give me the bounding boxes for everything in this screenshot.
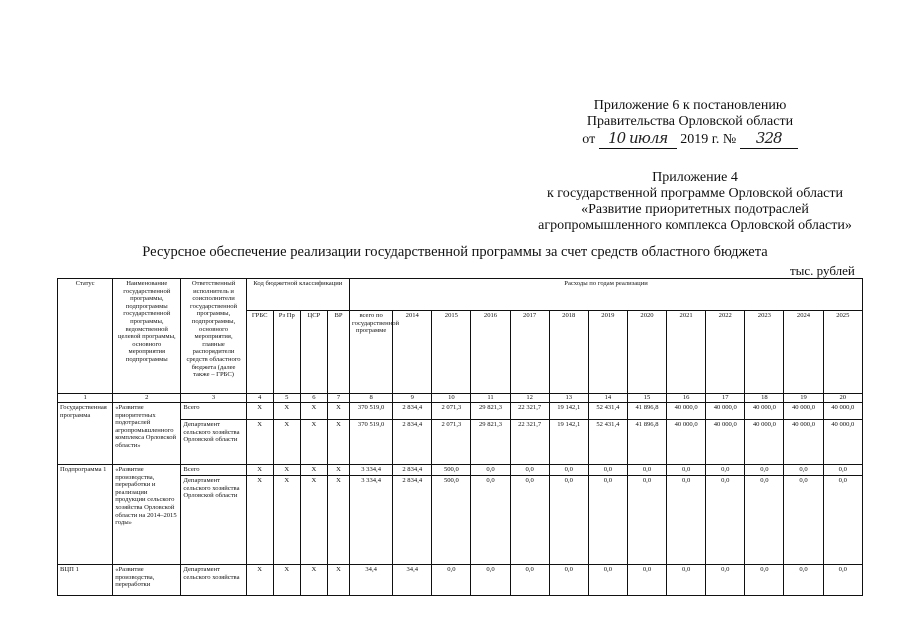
column-index-11: 11 (471, 394, 510, 403)
row-value-cell: 40 000,0 (706, 403, 745, 420)
head-csr: ЦСР (300, 311, 327, 394)
row-value-cell: 19 142,1 (549, 403, 588, 420)
row-value-cell: 41 896,8 (627, 420, 666, 465)
row-value-cell: 0,0 (667, 476, 706, 565)
row-value-cell: 0,0 (706, 476, 745, 565)
row-value-cell: 40 000,0 (706, 420, 745, 465)
head-year-2020: 2020 (627, 311, 666, 394)
row-value-cell: 500,0 (432, 465, 471, 476)
year-text: 2019 г. № (680, 132, 737, 147)
column-index-7: 7 (327, 394, 349, 403)
head-executor: Ответственный исполнитель и соисполнители государственной программы, подпрограммы, основного мероприятия, главные распорядители средств областного бюджета (далее также – ГРБС) (181, 279, 246, 394)
row-code-cell: X (300, 403, 327, 420)
row-value-cell: 0,0 (745, 565, 784, 596)
row-status: Подпрограмма 1 (58, 465, 113, 565)
row-value-cell: 0,0 (510, 465, 549, 476)
row-value-cell: 0,0 (823, 476, 862, 565)
row-code-cell: X (300, 465, 327, 476)
appendix-6-line2: Правительства Орловской области (586, 114, 794, 129)
row-value-cell: 0,0 (549, 565, 588, 596)
appendix-4-line2: к государственной программе Орловской области (547, 186, 843, 201)
row-value-cell: 41 896,8 (627, 403, 666, 420)
row-value-cell: 52 431,4 (588, 403, 627, 420)
row-name: «Развитие производства, переработки и реализации продукции сельского хозяйства Орловской области на 2014–2015 годы» (113, 465, 181, 565)
row-value-cell: 3 334,4 (350, 465, 393, 476)
row-code-cell: X (300, 476, 327, 565)
head-year-2023: 2023 (745, 311, 784, 394)
column-index-1: 1 (58, 394, 113, 403)
table-row (58, 465, 863, 476)
head-code-group: Код бюджетной классификации (246, 279, 349, 311)
row-value-cell: 52 431,4 (588, 420, 627, 465)
row-code-cell: X (327, 403, 349, 420)
column-index-13: 13 (549, 394, 588, 403)
row-code-cell: X (327, 476, 349, 565)
row-value-cell: 34,4 (393, 565, 432, 596)
appendix-4-line1: Приложение 4 (652, 170, 738, 185)
appendix-4-line4: агропромышленного комплекса Орловской области» (538, 218, 852, 233)
handwritten-date-text: 10 июля (608, 129, 668, 147)
appendix-6-header (560, 98, 820, 149)
head-status: Статус (58, 279, 113, 394)
row-value-cell: 0,0 (823, 565, 862, 596)
row-value-cell: 0,0 (471, 476, 510, 565)
head-year-2018: 2018 (549, 311, 588, 394)
column-index-10: 10 (432, 394, 471, 403)
appendix-4-header (510, 170, 880, 234)
row-value-cell: 0,0 (745, 476, 784, 565)
column-index-17: 17 (706, 394, 745, 403)
row-value-cell: 0,0 (627, 476, 666, 565)
row-value-cell: 40 000,0 (823, 420, 862, 465)
row-code-cell: X (273, 403, 300, 420)
head-name: Наименование государственной программы, подпрограммы государственной программы, ведомственной целевой программы, основного мероприятия подпрограммы (113, 279, 181, 394)
row-value-cell: 0,0 (549, 465, 588, 476)
row-value-cell: 2 071,3 (432, 420, 471, 465)
column-index-19: 19 (784, 394, 823, 403)
appendix-4-line3: «Развитие приоритетных подотраслей (581, 202, 809, 217)
column-index-16: 16 (667, 394, 706, 403)
row-value-cell: 0,0 (745, 465, 784, 476)
row-value-cell: 0,0 (784, 465, 823, 476)
head-rzpr: Рз Пр (273, 311, 300, 394)
head-expenses-group: Расходы по годам реализации (350, 279, 863, 311)
row-value-cell: 40 000,0 (784, 420, 823, 465)
row-value-cell: 40 000,0 (784, 403, 823, 420)
row-value-cell: 0,0 (706, 565, 745, 596)
row-value-cell: 0,0 (667, 465, 706, 476)
row-code-cell: X (246, 403, 273, 420)
row-executor: Департамент сельского хозяйства Орловской области (181, 476, 246, 565)
row-code-cell: X (300, 565, 327, 596)
row-value-cell: 2 071,3 (432, 403, 471, 420)
row-executor: Всего (181, 465, 246, 476)
row-value-cell: 2 834,4 (393, 465, 432, 476)
column-index-9: 9 (393, 394, 432, 403)
row-executor: Департамент сельского хозяйства (181, 565, 246, 596)
row-value-cell: 0,0 (510, 565, 549, 596)
row-value-cell: 0,0 (706, 465, 745, 476)
row-value-cell: 0,0 (432, 565, 471, 596)
handwritten-number (740, 130, 798, 149)
table-row (58, 403, 863, 420)
row-code-cell: X (273, 476, 300, 565)
row-executor: Всего (181, 403, 246, 420)
handwritten-number-text: 328 (755, 129, 782, 147)
row-value-cell: 0,0 (588, 565, 627, 596)
row-value-cell: 2 834,4 (393, 403, 432, 420)
date-prefix: от (582, 132, 596, 147)
row-value-cell: 0,0 (784, 476, 823, 565)
head-year-2022: 2022 (706, 311, 745, 394)
head-year-2015: 2015 (432, 311, 471, 394)
row-value-cell: 2 834,4 (393, 476, 432, 565)
head-year-2017: 2017 (510, 311, 549, 394)
row-value-cell: 40 000,0 (667, 420, 706, 465)
row-code-cell: X (327, 420, 349, 465)
document-title: Ресурсное обеспечение реализации государственной программы за счет средств областного бюджета (142, 244, 768, 260)
column-index-18: 18 (745, 394, 784, 403)
head-grbs: ГРБС (246, 311, 273, 394)
head-year-2025: 2025 (823, 311, 862, 394)
row-code-cell: X (300, 420, 327, 465)
row-code-cell: X (327, 465, 349, 476)
row-code-cell: X (246, 420, 273, 465)
row-code-cell: X (273, 565, 300, 596)
row-code-cell: X (327, 565, 349, 596)
row-value-cell: 0,0 (549, 476, 588, 565)
row-value-cell: 40 000,0 (667, 403, 706, 420)
row-value-cell: 0,0 (471, 565, 510, 596)
row-value-cell: 0,0 (588, 476, 627, 565)
row-value-cell: 0,0 (784, 565, 823, 596)
row-code-cell: X (246, 465, 273, 476)
row-value-cell: 40 000,0 (823, 403, 862, 420)
row-value-cell: 22 321,7 (510, 403, 549, 420)
row-code-cell: X (273, 420, 300, 465)
row-value-cell: 2 834,4 (393, 420, 432, 465)
row-value-cell: 3 334,4 (350, 476, 393, 565)
row-value-cell: 29 821,3 (471, 420, 510, 465)
column-index-14: 14 (588, 394, 627, 403)
appendix-6-line1: Приложение 6 к постановлению (593, 98, 787, 113)
handwritten-date (599, 130, 677, 149)
row-code-cell: X (273, 465, 300, 476)
head-vr: ВР (327, 311, 349, 394)
column-index-20: 20 (823, 394, 862, 403)
resource-table (57, 278, 863, 596)
head-year-2021: 2021 (667, 311, 706, 394)
column-index-15: 15 (627, 394, 666, 403)
column-index-4: 4 (246, 394, 273, 403)
row-value-cell: 500,0 (432, 476, 471, 565)
column-index-2: 2 (113, 394, 181, 403)
head-year-2019: 2019 (588, 311, 627, 394)
row-value-cell: 0,0 (627, 465, 666, 476)
row-value-cell: 40 000,0 (745, 403, 784, 420)
row-status: ВЦП 1 (58, 565, 113, 596)
column-index-row (58, 394, 863, 403)
row-value-cell: 370 519,0 (350, 403, 393, 420)
row-value-cell: 29 821,3 (471, 403, 510, 420)
column-index-5: 5 (273, 394, 300, 403)
row-value-cell: 0,0 (667, 565, 706, 596)
column-index-8: 8 (350, 394, 393, 403)
row-code-cell: X (246, 565, 273, 596)
row-value-cell: 34,4 (350, 565, 393, 596)
row-value-cell: 370 519,0 (350, 420, 393, 465)
column-index-12: 12 (510, 394, 549, 403)
row-value-cell: 0,0 (588, 465, 627, 476)
row-name: «Развитие приоритетных подотраслей агропромышленного комплекса Орловской области» (113, 403, 181, 465)
row-value-cell: 0,0 (510, 476, 549, 565)
row-value-cell: 0,0 (627, 565, 666, 596)
row-name: «Развитие производства, переработки (113, 565, 181, 596)
row-value-cell: 19 142,1 (549, 420, 588, 465)
column-index-6: 6 (300, 394, 327, 403)
head-total: всего по государственной программе (350, 311, 393, 394)
row-value-cell: 0,0 (471, 465, 510, 476)
head-year-2016: 2016 (471, 311, 510, 394)
row-status: Государственная программа (58, 403, 113, 465)
row-executor: Департамент сельского хозяйства Орловской области (181, 420, 246, 465)
units-label: тыс. рублей (790, 263, 855, 278)
row-value-cell: 22 321,7 (510, 420, 549, 465)
head-year-2014: 2014 (393, 311, 432, 394)
column-index-3: 3 (181, 394, 246, 403)
row-code-cell: X (246, 476, 273, 565)
table-row (58, 565, 863, 596)
head-year-2024: 2024 (784, 311, 823, 394)
row-value-cell: 40 000,0 (745, 420, 784, 465)
decree-date-line (560, 130, 820, 149)
row-value-cell: 0,0 (823, 465, 862, 476)
